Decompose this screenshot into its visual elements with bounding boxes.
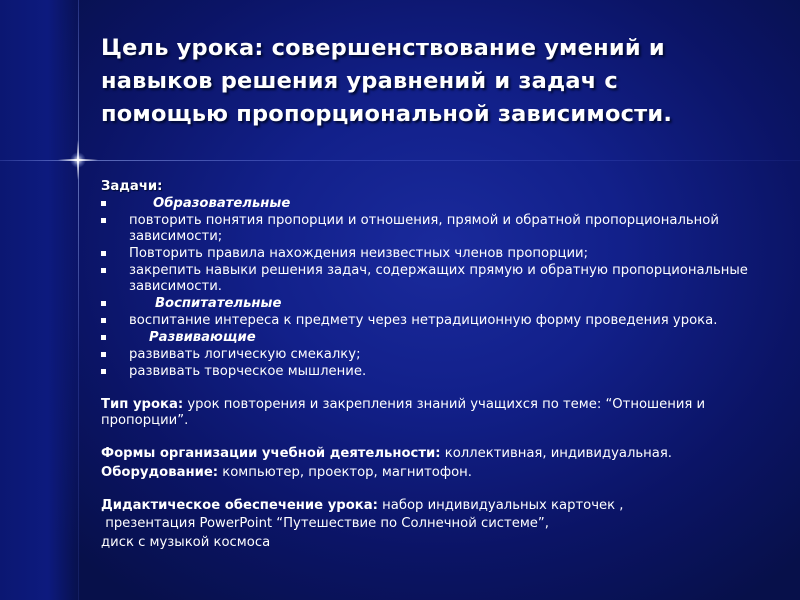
list-item: воспитание интереса к предмету через нетрадиционную форму проведения урока. (101, 313, 771, 329)
list-item: повторить понятия пропорции и отношения, прямой и обратной пропорциональной зависимости; (101, 213, 771, 245)
tasks-list (101, 196, 771, 380)
tasks-label: Задачи: (101, 179, 163, 194)
square-bullet-icon (101, 369, 106, 374)
list-item: Образовательные (101, 196, 771, 212)
equipment-value: компьютер, проектор, магнитофон. (218, 465, 472, 480)
slide-title: Цель урока: совершенствование умений и навыков решения уравнений и задач с помощью пропорциональной зависимости. (101, 35, 673, 127)
square-bullet-icon (101, 301, 106, 306)
didactic-support (101, 498, 771, 514)
vertical-decor-line (78, 0, 79, 600)
square-bullet-icon (101, 352, 106, 357)
list-item: развивать творческое мышление. (101, 364, 771, 380)
didactic-label: Дидактическое обеспечение урока: (101, 498, 378, 513)
list-item: закрепить навыки решения задач, содержащих прямую и обратную пропорциональные зависимости. (101, 263, 771, 295)
forms-label: Формы организации учебной деятельности: (101, 446, 441, 461)
equipment-label: Оборудование: (101, 465, 219, 480)
square-bullet-icon (101, 218, 106, 223)
slide-content (101, 179, 771, 551)
sparkle-icon (58, 140, 98, 180)
didactic-line-2: презентация PowerPoint “Путешествие по Солнечной системе”, (101, 516, 549, 531)
equipment (101, 465, 771, 481)
list-item: Развивающие (101, 330, 771, 346)
forms-value: коллективная, индивидуальная. (440, 446, 672, 461)
lesson-type-label: Тип урока: (101, 397, 184, 412)
list-item: Воспитательные (101, 296, 771, 312)
left-decor-band (0, 0, 80, 600)
list-item: развивать логическую смекалку; (101, 347, 771, 363)
list-item: Повторить правила нахождения неизвестных членов пропорции; (101, 246, 771, 262)
lesson-type (101, 397, 771, 429)
forms-of-activity (101, 446, 771, 462)
square-bullet-icon (101, 201, 106, 206)
square-bullet-icon (101, 251, 106, 256)
didactic-line-3: диск с музыкой космоса (101, 535, 271, 550)
square-bullet-icon (101, 268, 106, 273)
square-bullet-icon (101, 318, 106, 323)
horizontal-decor-line (0, 160, 800, 161)
lesson-type-value: урок повторения и закрепления знаний учащихся по теме: “Отношения и пропорции”. (101, 397, 706, 428)
square-bullet-icon (101, 335, 106, 340)
didactic-value: набор индивидуальных карточек , (377, 498, 624, 513)
